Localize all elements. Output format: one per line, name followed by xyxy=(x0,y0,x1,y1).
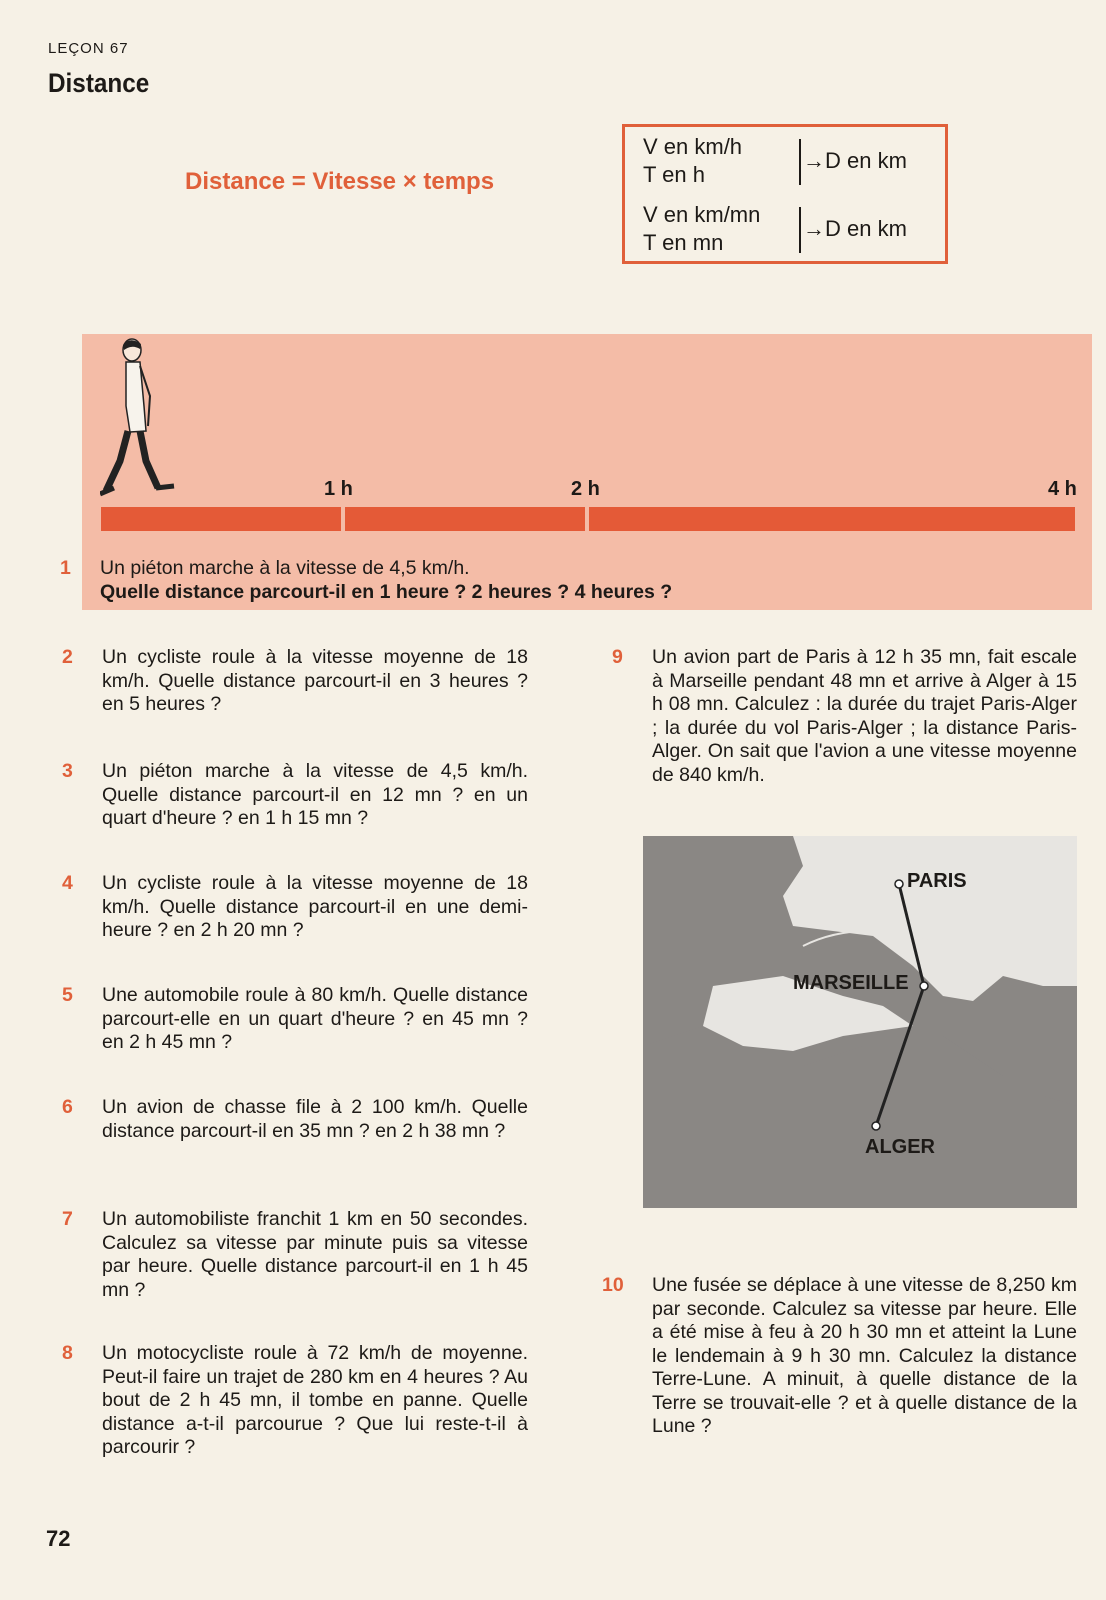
exercise-text-line1: Un piéton marche à la vitesse de 4,5 km/h. xyxy=(100,557,470,579)
city-label-marseille: MARSEILLE xyxy=(793,972,909,994)
units-box xyxy=(622,124,948,264)
exercise-text: Un automobiliste franchit 1 km en 50 secondes. Calculez sa vitesse par minute puis sa vitesse par heure. Quelle distance parcourt-il en 1 h 45 mn ? xyxy=(102,1208,528,1301)
page-title: Distance xyxy=(48,68,150,98)
arrow-right-icon: → xyxy=(803,216,825,241)
units-group-2 xyxy=(643,201,760,257)
exercise-number: 8 xyxy=(62,1342,73,1364)
arrow-right-icon: → xyxy=(803,148,825,173)
timeline-segment-3 xyxy=(589,507,1075,531)
exercise-text: Une automobile roule à 80 km/h. Quelle distance parcourt-elle en un quart d'heure ? en 45 mn ? en 2 h 45 mn ? xyxy=(102,984,528,1053)
exercise-text-line2: Quelle distance parcourt-il en 1 heure ? 2 heures ? 4 heures ? xyxy=(100,580,673,603)
exercise-1 xyxy=(60,557,860,604)
exercise-number: 10 xyxy=(602,1274,624,1296)
units-result-2: →D en km xyxy=(803,216,907,241)
page-number: 72 xyxy=(46,1526,71,1551)
timeline-label-1h: 1 h xyxy=(324,478,353,500)
map-drawing xyxy=(643,836,1077,1208)
exercise-text: Un motocycliste roule à 72 km/h de moyenne. Peut-il faire un trajet de 280 km en 4 heures ? Au bout de 2 h 45 mn, il tombe en panne. Quelle distance a-t-il parcourue ? Que lui reste-t-il à parcourir ? xyxy=(102,1342,528,1458)
exercise-10 xyxy=(602,1274,1077,1439)
exercise-6 xyxy=(62,1096,528,1143)
timeline-label-4h: 4 h xyxy=(1048,478,1077,500)
exercise-number: 5 xyxy=(62,984,73,1006)
bracket-1 xyxy=(799,139,801,185)
unit-time-mn: T en mn xyxy=(643,230,724,255)
city-label-alger: ALGER xyxy=(865,1136,935,1158)
unit-speed-kmmn: V en km/mn xyxy=(643,202,761,227)
exercise-8 xyxy=(62,1342,528,1460)
exercise-7 xyxy=(62,1208,528,1302)
exercise-text: Un piéton marche à la vitesse de 4,5 km/h. Quelle distance parcourt-il en 12 mn ? en un quart d'heure ? en 1 h 15 mn ? xyxy=(102,760,528,829)
exercise-5 xyxy=(62,984,528,1055)
formula: Distance = Vitesse × temps xyxy=(185,168,495,195)
lesson-label: LEÇON 67 xyxy=(48,40,129,57)
exercise-4 xyxy=(62,872,528,943)
exercise-number: 4 xyxy=(62,872,73,894)
exercise-text: Un cycliste roule à la vitesse moyenne de 18 km/h. Quelle distance parcourt-il en une demi-heure ? en 2 h 20 mn ? xyxy=(102,872,528,941)
exercise-text: Un cycliste roule à la vitesse moyenne de 18 km/h. Quelle distance parcourt-il en 3 heures ? en 5 heures ? xyxy=(102,646,528,715)
exercise-number: 6 xyxy=(62,1096,73,1118)
exercise-text: Un avion part de Paris à 12 h 35 mn, fait escale à Marseille pendant 48 mn et arrive à Alger à 15 h 08 mn. Calculez : la durée du trajet Paris-Alger ; la durée du vol Paris-Alger ; la distance Paris-Alger. On sait que l'avion a une vitesse moyenne de 840 km/h. xyxy=(652,646,1077,786)
exercise-number: 1 xyxy=(60,557,71,579)
walker-illustration xyxy=(100,336,180,506)
exercise-2 xyxy=(62,646,528,717)
exercise-9 xyxy=(612,646,1077,787)
unit-speed-kmh: V en km/h xyxy=(643,134,743,159)
exercise-number: 9 xyxy=(612,646,623,668)
exercise-3 xyxy=(62,760,528,831)
bracket-2 xyxy=(799,207,801,253)
city-label-paris: PARIS xyxy=(907,870,967,892)
units-result-1: →D en km xyxy=(803,148,907,173)
map-france-algeria xyxy=(643,836,1077,1208)
timeline-segment-1 xyxy=(101,507,341,531)
timeline-segment-2 xyxy=(345,507,585,531)
exercise-number: 3 xyxy=(62,760,73,782)
unit-time-h: T en h xyxy=(643,162,705,187)
exercise-number: 2 xyxy=(62,646,73,668)
exercise-text: Un avion de chasse file à 2 100 km/h. Quelle distance parcourt-il en 35 mn ? en 2 h 38 mn ? xyxy=(102,1096,528,1142)
units-group-1 xyxy=(643,133,742,189)
exercise-number: 7 xyxy=(62,1208,73,1230)
exercise-text: Une fusée se déplace à une vitesse de 8,250 km par seconde. Calculez sa vitesse par heure. Elle a été mise à feu à 20 h 30 mn et atteint la Lune le lendemain à 9 h 30 mn. Calculez la distance Terre-Lune. A minuit, à quelle distance de la Terre se trouvait-elle ? et à quelle distance de la Lune ? xyxy=(652,1274,1077,1437)
timeline-label-2h: 2 h xyxy=(571,478,600,500)
